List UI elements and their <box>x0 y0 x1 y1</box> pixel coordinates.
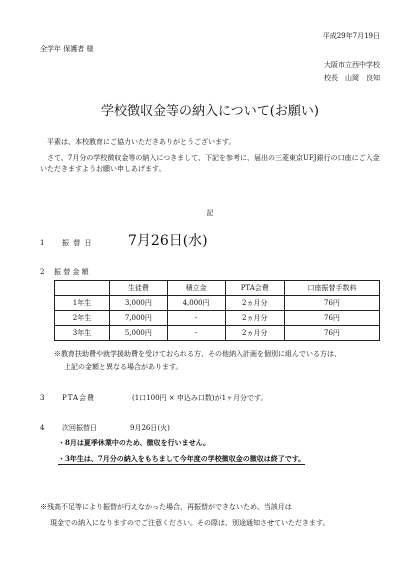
third-year-notice: ・3年生は、7月分の納入をもちまして今年度の学校徴収金の徴収は終了です。 <box>58 454 306 463</box>
cell-pta-fee: 2ヵ月分 <box>225 296 284 311</box>
document-title: 学校徴収金等の納入について(お願い) <box>101 104 319 119</box>
cell-savings: 4,000円 <box>167 296 225 311</box>
section2-label: 振 替 金 額 <box>54 268 89 276</box>
footer-note-line2: 現金での納入になりますのでご注意ください。その際は、別途通知させていただきます。 <box>50 519 330 527</box>
cell-student-fee: 3,000円 <box>110 296 168 311</box>
table-header-row <box>55 281 380 296</box>
cell-grade: 1年生 <box>55 296 110 311</box>
cell-pta-fee: 2ヵ月分 <box>225 311 284 326</box>
cell-pta-fee: 2ヵ月分 <box>225 326 284 341</box>
greeting-paragraph: 平素は、本校教育にご協力いただきありがとうございます。 <box>47 138 236 146</box>
table-row <box>55 311 380 326</box>
header-savings: 積立金 <box>167 281 225 296</box>
document-date: 平成29年7月19日 <box>322 32 380 40</box>
pta-fee-description: (1口100円 × 申込み口数)が1ヶ月分です。 <box>132 394 268 402</box>
addressee: 全学年 保護者 様 <box>40 45 94 53</box>
transfer-date-value: 7月26日(水) <box>128 233 208 249</box>
header-blank <box>55 281 110 296</box>
next-transfer-date: 9月26日(火) <box>130 424 170 432</box>
header-student-fee: 生徒費 <box>110 281 168 296</box>
fees-table <box>54 280 380 341</box>
cell-savings: - <box>167 326 225 341</box>
request-paragraph: さて、7月分の学校徴収金等の納入につきまして、下記を参考に、届出の三菱東京UFJ銀行の口座にご入金いただきますようお願い申しあげます。 <box>40 154 380 173</box>
cell-grade: 2年生 <box>55 311 110 326</box>
principal-name: 校長 山岡 良知 <box>324 74 380 82</box>
section1-number: 1 <box>40 239 45 247</box>
footer-note-line1: ※残高不足等により振替が行えなかった場合、再振替ができないため、当該月は <box>40 503 292 511</box>
august-notice: ・8月は夏季休業中のため、徴収を行いません。 <box>58 438 211 447</box>
section4-label: 次回振替日 <box>62 424 97 432</box>
school-name: 大阪市立西中学校 <box>324 61 380 69</box>
header-pta-fee: PTA会費 <box>225 281 284 296</box>
ki-heading: 記 <box>206 209 214 217</box>
cell-student-fee: 7,000円 <box>110 311 168 326</box>
cell-transfer-fee: 76円 <box>284 326 379 341</box>
cell-student-fee: 5,000円 <box>110 326 168 341</box>
section3-number: 3 <box>40 394 45 402</box>
section4-number: 4 <box>40 424 45 432</box>
fees-note-line1: ※教育扶助費や就学援助費を受けておられる方、その他納入計画を個別に組んでいる方は、 <box>54 350 341 358</box>
table-row <box>55 296 380 311</box>
section3-label: PTA会費 <box>62 394 96 402</box>
cell-grade: 3年生 <box>55 326 110 341</box>
header-transfer-fee: 口座振替手数料 <box>284 281 379 296</box>
cell-savings: - <box>167 311 225 326</box>
cell-transfer-fee: 76円 <box>284 296 379 311</box>
table-row <box>55 326 380 341</box>
fees-note-line2: 上記の金額と異なる場合があります。 <box>64 363 183 371</box>
section1-label: 振 替 日 <box>62 239 93 247</box>
section2-number: 2 <box>40 268 45 276</box>
cell-transfer-fee: 76円 <box>284 311 379 326</box>
